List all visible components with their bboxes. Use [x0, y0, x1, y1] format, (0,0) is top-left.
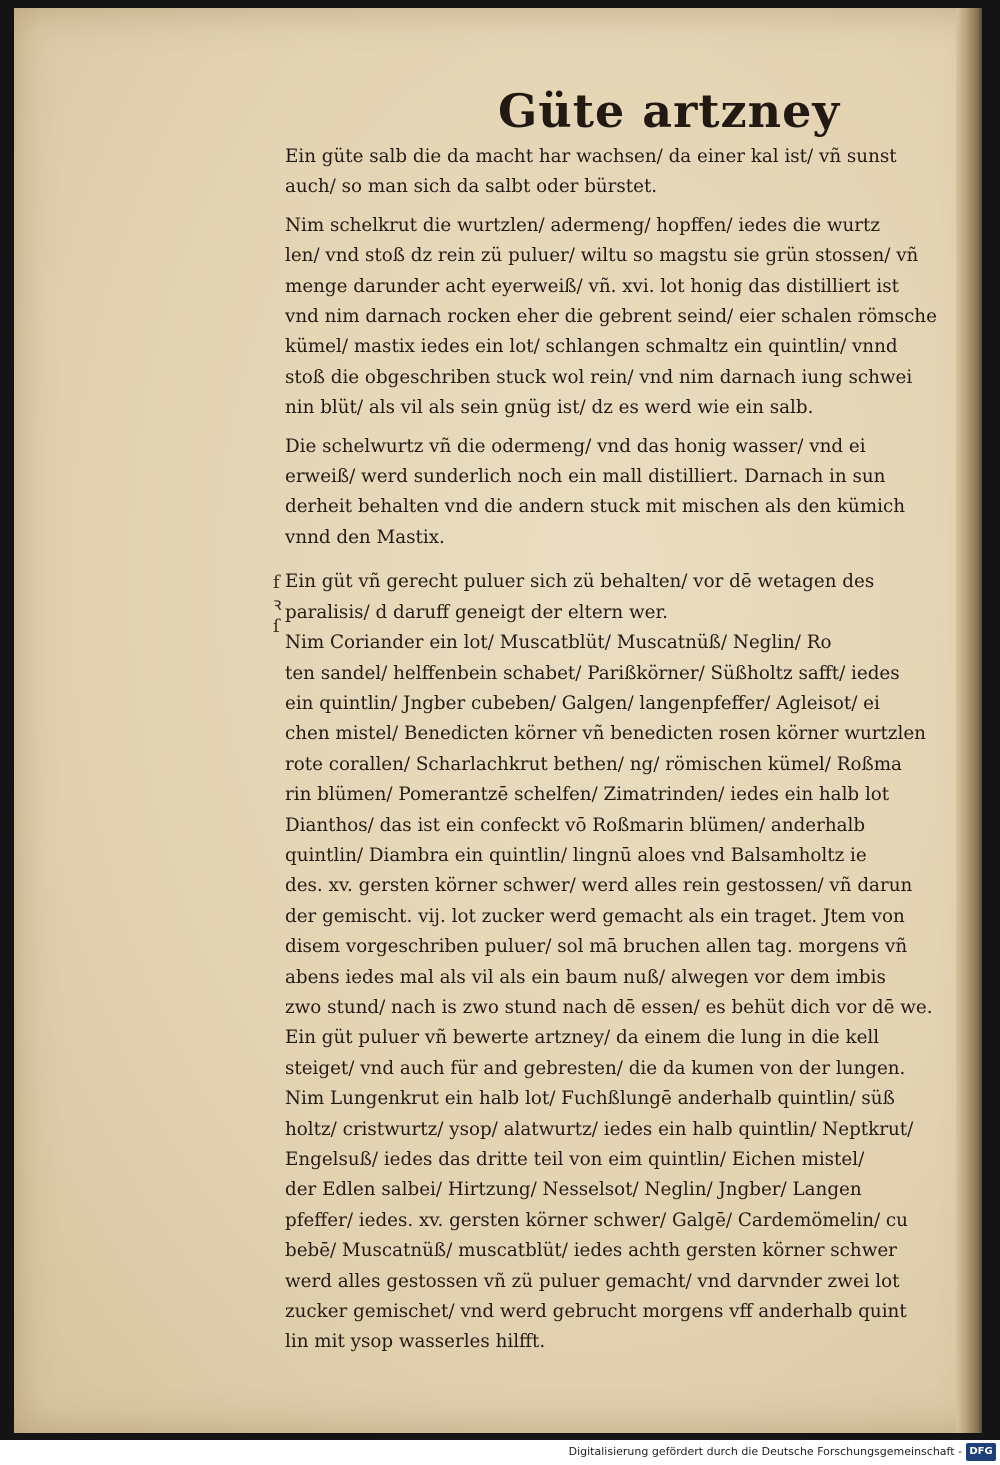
text-line: vnd nim darnach rocken eher die gebrent seind/ eier schalen römsche [285, 306, 937, 328]
text-line: paralisis/ d daruff geneigt der eltern wer. [285, 601, 668, 623]
text-line: lin mit ysop wasserles hilfft. [285, 1331, 546, 1353]
text-line: Nim schelkrut die wurtzlen/ adermeng/ hopffen/ iedes die wurtz [285, 214, 881, 236]
text-line: Engelsuß/ iedes das dritte teil von eim quintlin/ Eichen mistel/ [285, 1149, 865, 1170]
text-line: derheit behalten vnd die andern stuck mit mischen als den kümich [285, 496, 906, 518]
text-line: rote corallen/ Scharlachkrut bethen/ ng/ römischen kümel/ Roßma [285, 753, 902, 775]
text-line: Nim Lungenkrut ein halb lot/ Fuchßlungē anderhalb quintlin/ süß [285, 1088, 895, 1110]
dfg-logo: DFG [966, 1443, 996, 1461]
text-line: rin blümen/ Pomerantzē schelfen/ Zimatrinden/ iedes ein halb lot [285, 784, 890, 806]
text-line: kümel/ mastix iedes ein lot/ schlangen schmaltz ein quintlin/ vnnd [285, 336, 898, 358]
text-line: ein quintlin/ Jngber cubeben/ Galgen/ langenpfeffer/ Agleisot/ ei [285, 692, 880, 714]
paragraph-2 [285, 211, 945, 424]
paragraph-4 [285, 567, 945, 628]
page-heading: Güte artzney [498, 84, 841, 138]
text-line: pfeffer/ iedes. xv. gersten körner schwer/ Galgē/ Cardemömelin/ cu [285, 1209, 908, 1231]
text-line: Ein güt puluer vñ bewerte artzney/ da einem die lung in die kell [285, 1027, 880, 1049]
text-line: erweiß/ werd sunderlich noch ein mall distilliert. Darnach in sun [285, 466, 886, 488]
text-line: chen mistel/ Benedicten körner vñ benedicten rosen körner wurtzlen [285, 723, 926, 745]
text-line: werd alles gestossen vñ zü puluer gemacht/ vnd darvnder zwei lot [285, 1270, 900, 1292]
text-line: zwo stund/ nach is zwo stund nach dē essen/ es behüt dich vor dē we. [285, 996, 933, 1018]
paragraph-1 [285, 142, 945, 203]
text-line: auch/ so man sich da salbt oder bürstet. [285, 176, 658, 198]
text-line: Ein güte salb die da macht har wachsen/ da einer kal ist/ vñ sunst [285, 146, 897, 167]
text-line: Nim Coriander ein lot/ Muscatblüt/ Muscatnüß/ Neglin/ Ro [285, 632, 832, 654]
text-line: Ein güt vñ gerecht puluer sich zü behalten/ vor dē wetagen des [285, 571, 875, 593]
text-line: zucker gemischet/ vnd werd gebrucht morgens vff anderhalb quint [285, 1301, 907, 1323]
paragraph-6 [285, 1023, 945, 1357]
text-line: disem vorgeschriben puluer/ sol mā bruchen allen tag. morgens vñ [285, 936, 908, 958]
page-edge [956, 8, 982, 1433]
text-line: holtz/ cristwurtz/ ysop/ alatwurtz/ iedes ein halb quintlin/ Neptkrut/ [285, 1118, 914, 1140]
marginal-note: f ꝛ ſ [273, 572, 282, 637]
text-line: menge darunder acht eyerweiß/ vñ. xvi. lot honig das distilliert ist [285, 275, 899, 297]
text-line: der Edlen salbei/ Hirtzung/ Nesselsot/ Neglin/ Jngber/ Langen [285, 1179, 862, 1201]
text-line: quintlin/ Diambra ein quintlin/ lingnū aloes vnd Balsamholtz ie [285, 844, 867, 866]
footer-bar [0, 1440, 1000, 1465]
text-line: des. xv. gersten körner schwer/ werd alles rein gestossen/ vñ darun [285, 875, 913, 897]
text-line: steiget/ vnd auch für and gebresten/ die da kumen von der lungen. [285, 1057, 906, 1079]
text-line: vnnd den Mastix. [285, 526, 445, 548]
paragraph-5 [285, 628, 945, 1023]
text-line: Dianthos/ das ist ein confeckt vō Roßmarin blümen/ anderhalb [285, 814, 866, 836]
paragraph-3 [285, 432, 945, 554]
text-line: stoß die obgeschriben stuck wol rein/ vnd nim darnach iung schwei [285, 366, 913, 388]
text-line: len/ vnd stoß dz rein zü puluer/ wiltu so magstu sie grün stossen/ vñ [285, 245, 919, 267]
funding-credit: Digitalisierung gefördert durch die Deutsche Forschungsgemeinschaft - [568, 1445, 962, 1458]
text-line: nin blüt/ als vil als sein gnüg ist/ dz es werd wie ein salb. [285, 397, 814, 419]
text-line: der gemischt. vij. lot zucker werd gemacht als ein traget. Jtem von [285, 905, 905, 927]
text-line: bebē/ Muscatnüß/ muscatblüt/ iedes achth gersten körner schwer [285, 1240, 897, 1262]
text-line: abens iedes mal als vil als ein baum nuß/ alwegen vor dem imbis [285, 966, 886, 988]
text-line: ten sandel/ helffenbein schabet/ Parißkörner/ Süßholtz safft/ iedes [285, 662, 900, 684]
page-body [285, 142, 945, 1358]
text-line: Die schelwurtz vñ die odermeng/ vnd das honig wasser/ vnd ei [285, 435, 866, 457]
